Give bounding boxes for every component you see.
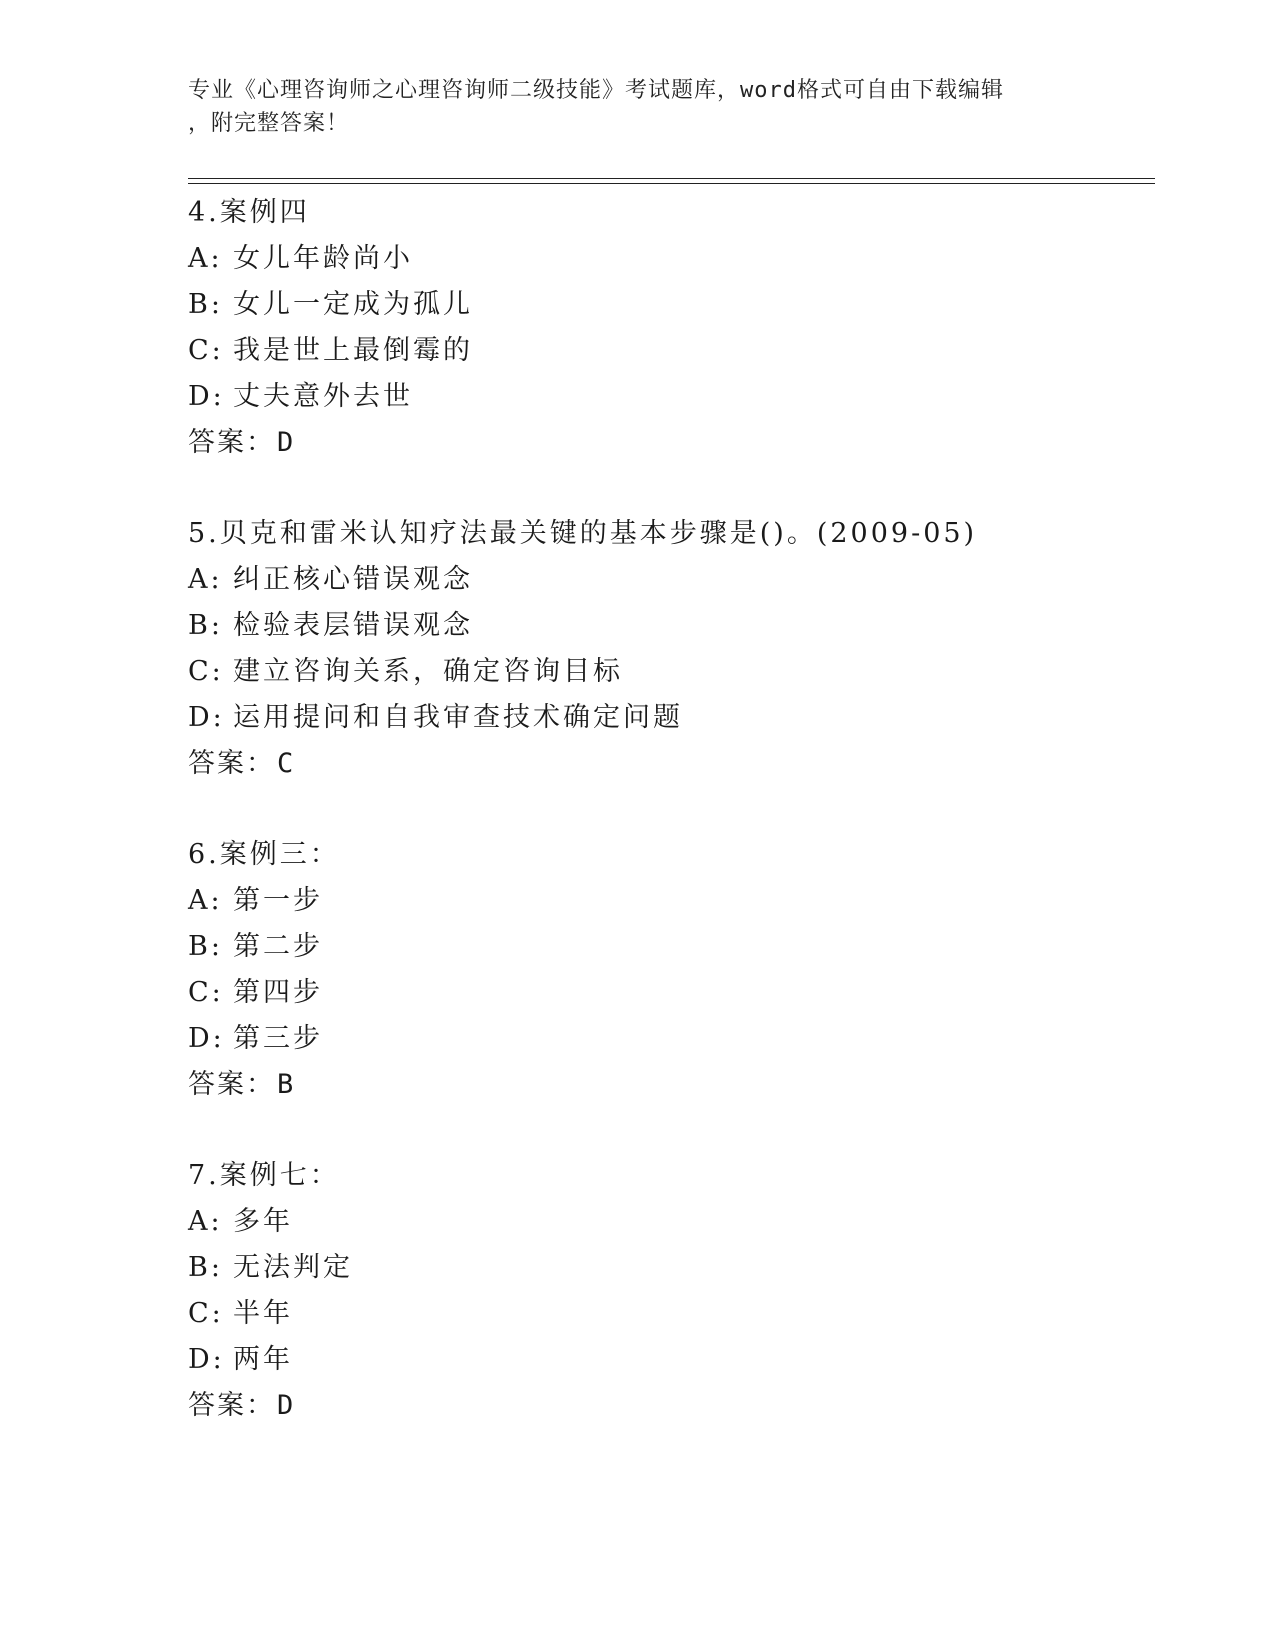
option-d (188, 695, 1168, 741)
document-header (188, 74, 1068, 140)
option-text: 两年 (233, 1344, 293, 1375)
option-letter: C: (188, 335, 224, 366)
option-d (188, 1016, 1168, 1062)
option-c (188, 649, 1168, 695)
option-letter: A: (188, 885, 223, 916)
option-a (188, 1199, 1168, 1245)
option-letter: D: (188, 381, 225, 412)
option-text: 检验表层错误观念 (233, 610, 473, 641)
option-a (188, 878, 1168, 924)
option-b (188, 282, 1168, 328)
option-letter: B: (188, 1252, 223, 1283)
option-letter: A: (188, 564, 223, 595)
option-letter: A: (188, 243, 223, 274)
answer-line (188, 420, 1168, 466)
answer-value: D (277, 1390, 296, 1421)
header-divider-bottom (188, 183, 1155, 184)
option-letter: D: (188, 1344, 225, 1375)
option-text: 纠正核心错误观念 (233, 564, 473, 595)
option-a (188, 236, 1168, 282)
answer-label: 答案： (188, 748, 275, 779)
option-letter: A: (188, 1206, 223, 1237)
option-text: 我是世上最倒霉的 (233, 335, 473, 366)
option-text: 第三步 (233, 1023, 323, 1054)
question-title: 4.案例四 (188, 197, 310, 228)
option-letter: B: (188, 931, 223, 962)
answer-label: 答案： (188, 1069, 275, 1100)
question-block (188, 511, 1168, 787)
option-text: 半年 (233, 1298, 293, 1329)
option-text: 运用提问和自我审查技术确定问题 (233, 702, 683, 733)
question-list (188, 190, 1168, 1429)
question-title: 7.案例七： (188, 1160, 340, 1191)
option-letter: B: (188, 289, 223, 320)
question-block (188, 1153, 1168, 1429)
question-block (188, 190, 1168, 466)
option-b (188, 603, 1168, 649)
option-letter: C: (188, 1298, 224, 1329)
option-text: 多年 (233, 1206, 293, 1237)
option-letter: D: (188, 1023, 225, 1054)
option-text: 第二步 (233, 931, 323, 962)
header-line-1: 专业《心理咨询师之心理咨询师二级技能》考试题库，word格式可自由下载编辑 (188, 78, 1004, 103)
answer-value: D (277, 427, 296, 458)
option-text: 丈夫意外去世 (233, 381, 413, 412)
option-text: 女儿一定成为孤儿 (233, 289, 473, 320)
option-text: 第一步 (233, 885, 323, 916)
question-title: 5.贝克和雷米认知疗法最关键的基本步骤是()。(2009-05) (188, 518, 978, 549)
answer-label: 答案： (188, 1390, 275, 1421)
option-c (188, 970, 1168, 1016)
answer-line (188, 1062, 1168, 1108)
option-letter: C: (188, 977, 224, 1008)
option-text: 无法判定 (233, 1252, 353, 1283)
option-b (188, 924, 1168, 970)
answer-label: 答案： (188, 427, 275, 458)
question-block (188, 832, 1168, 1108)
answer-line (188, 1383, 1168, 1429)
option-c (188, 328, 1168, 374)
option-c (188, 1291, 1168, 1337)
option-text: 女儿年龄尚小 (233, 243, 413, 274)
answer-line (188, 741, 1168, 787)
option-letter: C: (188, 656, 224, 687)
header-line-2: ，附完整答案！ (188, 111, 350, 136)
option-d (188, 1337, 1168, 1383)
option-letter: B: (188, 610, 223, 641)
option-d (188, 374, 1168, 420)
option-text: 建立咨询关系，确定咨询目标 (233, 656, 623, 687)
option-text: 第四步 (233, 977, 323, 1008)
option-letter: D: (188, 702, 225, 733)
option-b (188, 1245, 1168, 1291)
answer-value: C (277, 748, 296, 779)
header-divider-top (188, 178, 1155, 179)
answer-value: B (277, 1069, 296, 1100)
question-title: 6.案例三： (188, 839, 340, 870)
option-a (188, 557, 1168, 603)
